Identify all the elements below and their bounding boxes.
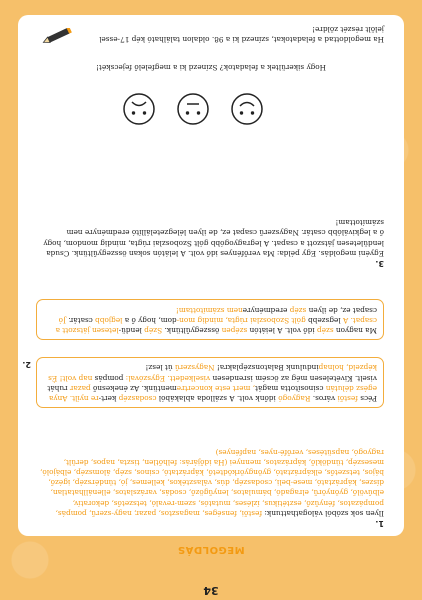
section-2-fragment: legszebb — [308, 315, 341, 325]
rating-card — [18, 15, 404, 136]
section-1-example-fragment: út lesz! — [145, 363, 175, 373]
solution-card — [18, 81, 404, 555]
section-1-example-fragment: pompás — [94, 373, 124, 383]
section-1-example-fragment: csodaszép — [118, 394, 157, 403]
pencil-icon — [40, 28, 74, 44]
rating-faces — [18, 86, 404, 126]
section-1-example-fragment: Pécs — [357, 394, 377, 403]
section-2-fragment: dom, hogy ő a — [122, 315, 177, 325]
section-1-example-fragment: indulunk Balatonszéplakra! — [214, 363, 319, 373]
section-3 — [38, 217, 384, 268]
section-1-example-fragment: mentünk. Az énekesnő — [90, 383, 177, 393]
section-2-fragment: letesen játszott a csapat. A — [55, 315, 377, 335]
section-1-example-fragment: város. — [310, 394, 338, 403]
section-2-fragment: Szép — [144, 326, 163, 335]
section-1-example-fragment: pazar — [69, 383, 91, 393]
section-1-example-fragment: re nyílt. Anya egész délután — [49, 383, 377, 403]
section-1 — [38, 446, 384, 528]
section-2-fragment: nem számítottam! — [175, 305, 243, 315]
section-1-example-fragment: Nagyszerű — [174, 363, 215, 373]
section-1-example-fragment: csinosította magát — [255, 383, 324, 393]
section-2-fragment: Ma nagyon — [333, 326, 377, 335]
section-2-text — [56, 306, 377, 335]
section-2-fragment: gólt Szoboszlai rúgta, mindig mon- — [176, 315, 309, 325]
section-2-fragment: csapat ez, de ilyen — [306, 305, 377, 315]
section-1-example-fragment: nap volt! És képzeld, holnap — [48, 363, 377, 383]
section-2-fragment: idő volt. A leiátón — [247, 326, 317, 335]
sad-face-icon[interactable] — [122, 92, 156, 126]
section-2-number: 2. — [22, 360, 31, 369]
page-title: MEGOLDÁS — [177, 544, 245, 555]
section-2-fragment: összegyűltünk. — [162, 326, 222, 335]
rating-instruction: Ha megoldottad a feladatokat, színezd ki a 98. oldalon található kép 17-essel jelölt részét zöldre! — [99, 24, 384, 44]
section-3-text: Egyéni megoldás. Egy példa: Ma verőfényes idő volt. A lelátón sokan összegyűltünk. Csuda lendületesen játszott a csapat. A legragyogóbb gólt Szoboszlai rúgta, mindig mondom, hogy ő a legkiválóbb csatár. Nagyszerű csapat ez, de ilyen lélegzetelállító eredményre nem számítottam! — [43, 218, 384, 258]
section-1-example-box — [36, 357, 384, 408]
section-1-intro: Ilyen sok szóból válogathattunk: — [264, 508, 384, 518]
section-2-fragment: Jó — [58, 315, 66, 325]
section-2-fragment: szép — [289, 305, 307, 315]
section-1-example-fragment: viselkedett. Egyszóval: — [123, 373, 213, 383]
section-1-example-fragment: ruhát viselt. Kivételesen még az öcsém is — [47, 373, 377, 393]
section-1-example-fragment: rendesen — [212, 373, 247, 383]
rating-question: Hogy sikerültek a feladatok? Színezd ki a megfelelő fejecskét! — [96, 63, 327, 72]
section-1-example-fragment: Ragyogó — [278, 394, 311, 403]
section-2-fragment: lendü- — [118, 326, 145, 335]
neutral-face-icon[interactable] — [176, 92, 210, 126]
section-1-words: festői, fenséges, magasztos, pazar, nagy-szerű, pompás, pompázatos, fényűző, esztétikus, ízléses, mutatós, szem-revaló, tetszetős, dekoratív, elbűvölő, gyönyörű, elragadó, bámulatos, lenyűgöző, csodás, varázslatos, ellenállhatatlan, díszes, kápráztató, mese-beli, csodaszép, dús, választékos, kellemes, jó, tündérszép, igéző, bájos, tetszetős, elkápráztató, gyöngyörködtető, kápráztató, csinos, szép, álomszép, elbájoló, meseszép, tündöklő, káprázatos, mennyei — [40, 457, 384, 518]
section-1-extra: (Ha időjárás: felhőtlen, tiszta, napos, derült, ragyogó, napsütéses, verőfé-nyes, napfényes) — [63, 447, 384, 467]
section-2-fragment: szép — [317, 326, 334, 335]
section-2-fragment: szépen — [221, 326, 248, 335]
section-1-example-fragment: , mert este koncertre — [176, 383, 256, 393]
section-1-number: 1. — [375, 519, 384, 528]
section-1-example-fragment: festői — [337, 394, 358, 403]
section-1-example-text — [47, 363, 377, 403]
happy-face-icon[interactable] — [230, 92, 264, 126]
section-1-example-fragment: időnk volt. A szálloda ablakából — [156, 394, 279, 403]
section-2-fragment: legjobb — [95, 315, 123, 325]
section-3-number: 3. — [375, 259, 384, 268]
section-2-fragment: eredményre — [242, 305, 290, 315]
section-2-fragment: csatár. — [65, 315, 96, 325]
page-number: 34 — [203, 584, 219, 597]
section-1-example-fragment: kert- — [98, 394, 119, 403]
